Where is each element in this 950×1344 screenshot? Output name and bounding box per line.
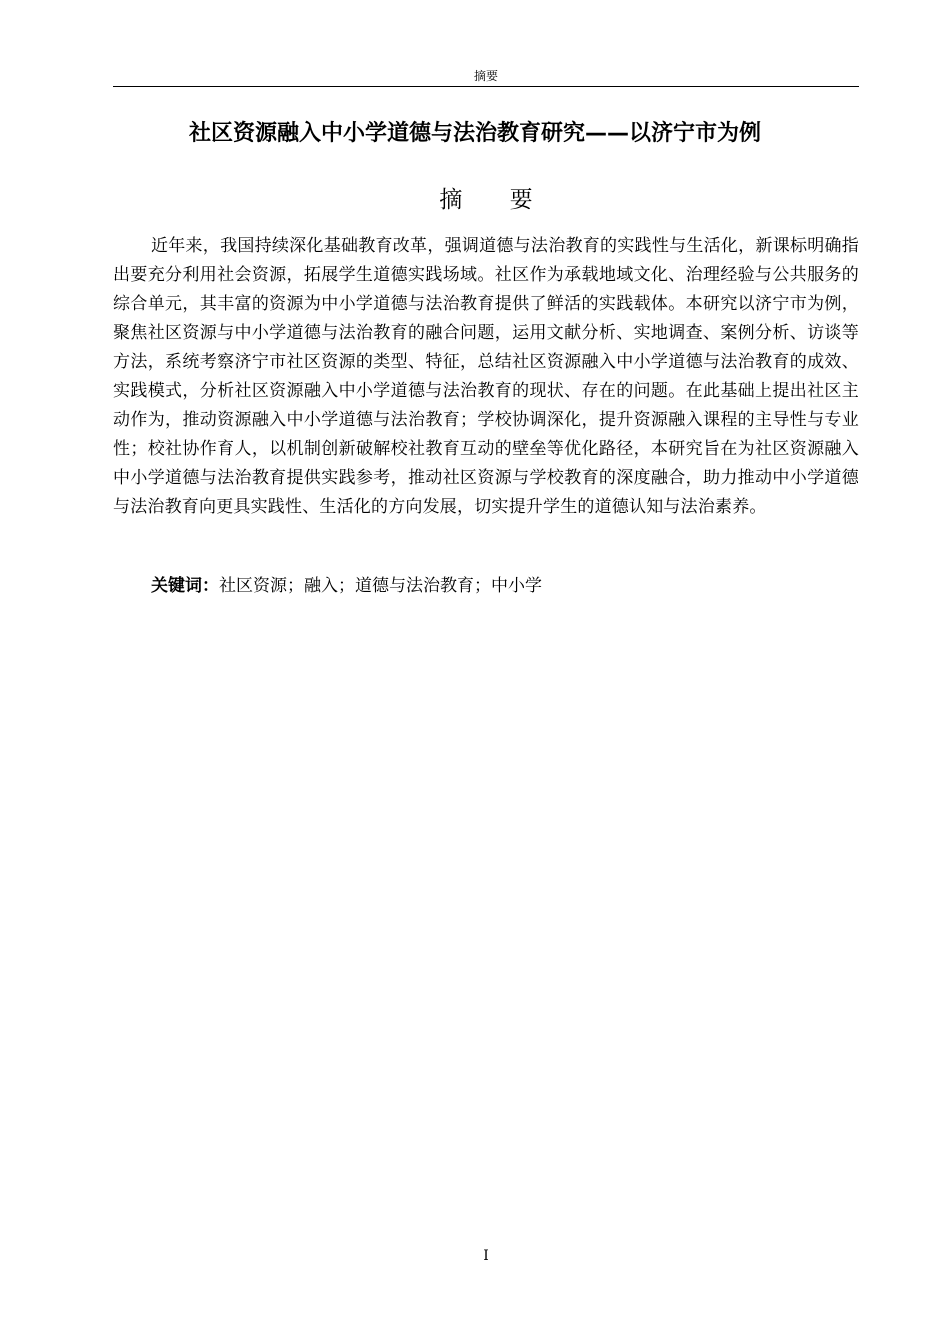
paper-title: 社区资源融入中小学道德与法治教育研究——以济宁市为例: [188, 121, 761, 146]
keywords-line: [113, 572, 859, 601]
abstract-body: 近年来，我国持续深化基础教育改革，强调道德与法治教育的实践性与生活化，新课标明确指出要充分利用社会资源，拓展学生道德实践场域。社区作为承载地域文化、治理经验与公共服务的综合单元，其丰富的资源为中小学道德与法治教育提供了鲜活的实践载体。本研究以济宁市为例，聚焦社区资源与中小学道德与法治教育的融合问题，运用文献分析、实地调查、案例分析、访谈等方法，系统考察济宁市社区资源的类型、特征，总结社区资源融入中小学道德与法治教育的成效、实践模式，分析社区资源融入中小学道德与法治教育的现状、存在的问题。在此基础上提出社区主动作为，推动资源融入中小学道德与法治教育；学校协调深化，提升资源融入课程的主导性与专业性；校社协作育人，以机制创新破解校社教育互动的壁垒等优化路径，本研究旨在为社区资源融入中小学道德与法治教育提供实践参考，推动社区资源与学校教育的深度融合，助力推动中小学道德与法治教育向更具实践性、生活化的方向发展，切实提升学生的道德认知与法治素养。: [113, 236, 859, 517]
page-number: I: [483, 1248, 489, 1264]
abstract-heading: 摘 要: [439, 187, 553, 213]
running-header: 摘要: [113, 66, 859, 87]
keywords-label: 关键词：: [151, 576, 219, 596]
keywords-text: 社区资源；融入；道德与法治教育；中小学: [219, 576, 542, 596]
